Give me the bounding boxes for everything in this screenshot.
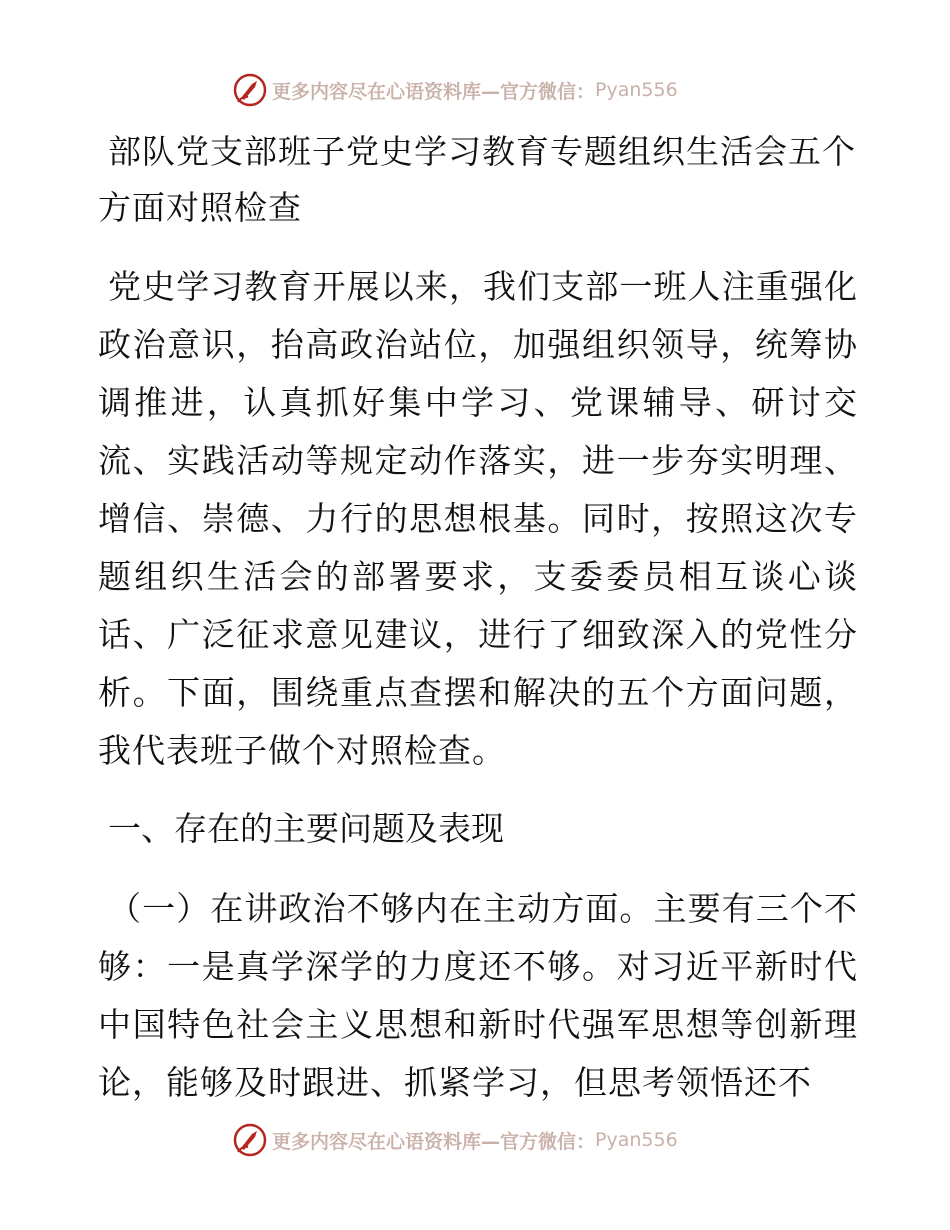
watermark-wechat-id: Pyan556 [595, 1129, 678, 1151]
watermark-text: 更多内容尽在心语资料库—官方微信： [272, 80, 596, 103]
footer-watermark [232, 1122, 678, 1158]
pen-logo-icon [232, 72, 268, 108]
section-heading: 一、存在的主要问题及表现 [108, 809, 504, 848]
document-body [98, 124, 858, 1112]
pen-logo-icon [232, 1122, 268, 1158]
intro-paragraph: 党史学习教育开展以来，我们支部一班人注重强化政治意识，抬高政治站位，加强组织领导，统筹协调推进，认真抓好集中学习、党课辅导、研讨交流、实践活动等规定动作落实，进一步夯实明理、增信、崇德、力行的思想根基。同时，按照这次专题组织生活会的部署要求，支委委员相互谈心谈话、广泛征求意见建议，进行了细致深入的党性分析。下面，围绕重点查摆和解决的五个方面问题，我代表班子做个对照检查。 [98, 267, 858, 770]
header-watermark [232, 72, 678, 108]
watermark-text: 更多内容尽在心语资料库—官方微信： [272, 1130, 596, 1153]
document-title: 部队党支部班子党史学习教育专题组织生活会五个方面对照检查 [98, 132, 856, 227]
section-paragraph: （一）在讲政治不够内在主动方面。主要有三个不够：一是真学深学的力度还不够。对习近平新时代中国特色社会主义思想和新时代强军思想等创新理论，能够及时跟进、抓紧学习，但思考领悟还不 [98, 889, 858, 1102]
watermark-wechat-id: Pyan556 [595, 79, 678, 101]
